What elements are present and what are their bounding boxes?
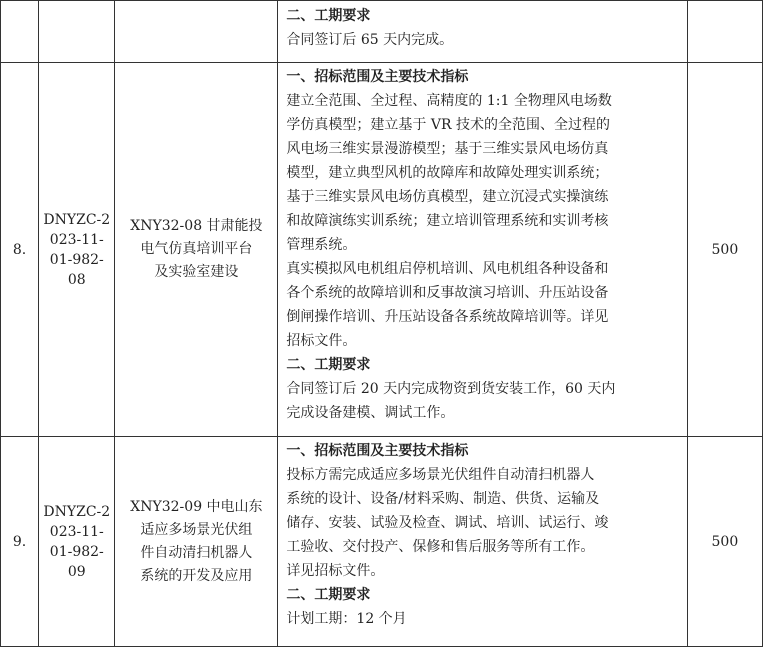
project-code-line: 023-11- bbox=[49, 523, 104, 540]
detail-line: 合同签订后 20 天内完成物资到货安装工作，60 天内 bbox=[286, 381, 616, 397]
section-heading: 一、招标范围及主要技术指标 bbox=[286, 69, 469, 85]
project-code-line: DNYZC-2 bbox=[43, 503, 111, 520]
detail-line: 计划工期：12 个月 bbox=[286, 611, 407, 627]
project-code-line: DNYZC-2 bbox=[43, 211, 111, 228]
detail-line: 真实模拟风电机组启停机培训、风电机组各种设备和 bbox=[286, 261, 609, 277]
detail-line: 各个系统的故障培训和反事故演习培训、升压站设备 bbox=[286, 285, 609, 301]
project-name-line: XNY32-09 中电山东 bbox=[130, 498, 263, 515]
project-name-line: 电气仿真培训平台 bbox=[140, 241, 253, 257]
project-code-cell bbox=[39, 437, 115, 647]
table-row bbox=[1, 1, 763, 63]
table-row bbox=[1, 63, 763, 437]
project-name-line: 适应多场景光伏组 bbox=[140, 521, 253, 538]
project-code-line: 08 bbox=[67, 271, 86, 288]
amount-cell bbox=[687, 1, 762, 63]
project-name-line: 系统的开发及应用 bbox=[140, 567, 253, 584]
project-code-cell bbox=[39, 63, 115, 437]
project-name-line: 及实验室建设 bbox=[154, 264, 239, 280]
row-number-cell: 8. bbox=[1, 63, 39, 437]
amount-cell: 500 bbox=[687, 437, 762, 647]
detail-line: 详见招标文件。 bbox=[286, 563, 385, 579]
project-name-line: XNY32-08 甘肃能投 bbox=[130, 218, 263, 234]
project-name-cell bbox=[115, 63, 278, 437]
detail-line: 合同签订后 65 天内完成。 bbox=[286, 32, 454, 48]
detail-line: 工验收、交付投产、保修和售后服务等所有工作。 bbox=[286, 539, 595, 555]
detail-line: 基于三维实景风电场仿真模型，建立沉浸式实操演练 bbox=[286, 189, 609, 205]
detail-line: 风电场三维实景漫游模型；基于三维实景风电场仿真 bbox=[286, 141, 609, 157]
row-number-cell bbox=[1, 1, 39, 63]
detail-line: 完成设备建模、调试工作。 bbox=[286, 405, 455, 421]
detail-cell bbox=[278, 437, 687, 647]
detail-line: 储存、安装、试验及检查、调试、培训、试运行、竣 bbox=[286, 515, 609, 531]
detail-line: 和故障演练实训系统；建立培训管理系统和实训考核 bbox=[286, 213, 609, 229]
detail-line: 模型，建立典型风机的故障库和故障处理实训系统； bbox=[286, 165, 609, 181]
section-heading: 一、招标范围及主要技术指标 bbox=[286, 443, 469, 459]
project-code-cell bbox=[39, 1, 115, 63]
project-code-line: 01-982- bbox=[49, 251, 104, 268]
project-code-line: 09 bbox=[67, 563, 86, 580]
detail-line: 投标方需完成适应多场景光伏组件自动清扫机器人 bbox=[286, 467, 595, 483]
project-code-line: 023-11- bbox=[49, 231, 104, 248]
amount-cell: 500 bbox=[687, 63, 762, 437]
table-row bbox=[1, 437, 763, 647]
project-name-cell bbox=[115, 437, 278, 647]
section-heading: 二、工期要求 bbox=[286, 8, 371, 24]
detail-line: 倒闸操作培训、升压站设备各系统故障培训等。详见 bbox=[286, 309, 609, 325]
section-heading: 二、工期要求 bbox=[286, 587, 371, 603]
detail-line: 学仿真模型；建立基于 VR 技术的全范围、全过程的 bbox=[286, 117, 610, 133]
detail-line: 管理系统。 bbox=[286, 237, 357, 253]
project-code-line: 01-982- bbox=[49, 543, 104, 560]
detail-cell bbox=[278, 1, 687, 63]
detail-line: 系统的设计、设备/材料采购、制造、供货、运输及 bbox=[286, 491, 600, 507]
row-number-cell: 9. bbox=[1, 437, 39, 647]
project-name-line: 件自动清扫机器人 bbox=[140, 544, 253, 561]
detail-line: 招标文件。 bbox=[286, 333, 357, 349]
section-heading: 二、工期要求 bbox=[286, 357, 371, 373]
detail-line: 建立全范围、全过程、高精度的 1:1 全物理风电场数 bbox=[286, 93, 612, 109]
project-name-cell bbox=[115, 1, 278, 63]
detail-cell bbox=[278, 63, 687, 437]
